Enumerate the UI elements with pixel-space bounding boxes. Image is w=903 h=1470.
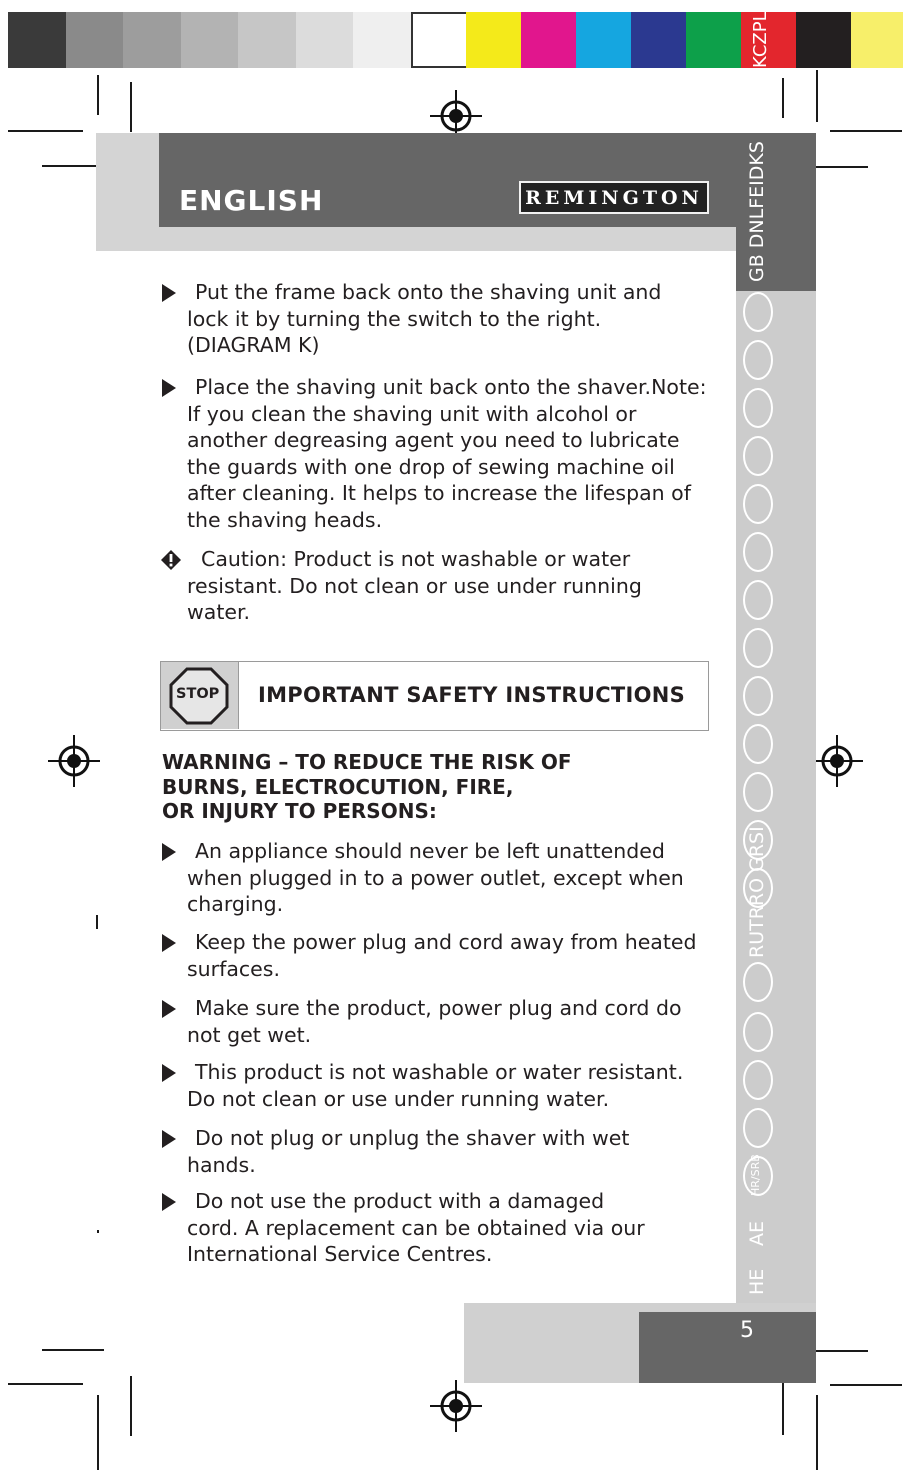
safety-line: International Service Centres. <box>187 1242 493 1266</box>
safety-item-5 <box>160 1125 708 1178</box>
language-code-hr-srb: HR/SRB <box>749 1154 762 1196</box>
safety-item-4 <box>160 1059 708 1112</box>
safety-item-2 <box>160 929 708 982</box>
bullet-arrow-icon <box>162 1193 176 1211</box>
safety-line: cord. A replacement can be obtained via our <box>187 1215 645 1240</box>
stop-sign-label: STOP <box>176 686 220 702</box>
safety-line: Make sure the product, power plug and cord do <box>195 996 682 1020</box>
safety-line: Do not use the product with a damaged <box>195 1189 605 1213</box>
bullet-arrow-icon <box>162 379 176 397</box>
color-swatch <box>238 12 296 68</box>
bullet-arrow-icon <box>162 843 176 861</box>
language-circle-icon <box>743 580 773 620</box>
caution-note <box>160 546 708 626</box>
color-swatch <box>576 12 631 68</box>
safety-item-1 <box>160 838 708 918</box>
registration-mark-icon <box>811 735 863 787</box>
bullet-arrow-icon <box>162 1064 176 1082</box>
language-circle-icon <box>743 1012 773 1052</box>
bullet-arrow-icon <box>162 284 176 302</box>
color-swatch <box>181 12 239 68</box>
safety-title: IMPORTANT SAFETY INSTRUCTIONS <box>258 683 686 707</box>
language-circle-icon <box>743 484 773 524</box>
safety-line: charging. <box>187 892 284 916</box>
safety-instructions-header <box>160 661 709 731</box>
safety-line: Do not clean or use under running water. <box>187 1086 610 1111</box>
color-swatch <box>631 12 686 68</box>
language-circle-icon <box>743 292 773 332</box>
registration-mark-icon <box>48 735 100 787</box>
language-circle-icon <box>743 388 773 428</box>
bullet-arrow-icon <box>162 934 176 952</box>
safety-line: This product is not washable or water resistant. <box>195 1060 684 1084</box>
warning-line: OR INJURY TO PERSONS: <box>162 799 437 823</box>
language-codes-top: GB DNLFEIDKS <box>746 141 768 282</box>
brand-name: REMINGTON <box>525 186 703 209</box>
color-swatch <box>411 12 469 68</box>
brand-logo <box>519 181 709 214</box>
language-circle-icon <box>743 532 773 572</box>
step-line: the shaving heads. <box>187 507 383 532</box>
safety-line: surfaces. <box>187 956 280 981</box>
safety-line: Keep the power plug and cord away from heated <box>195 930 697 954</box>
language-circle-icon <box>743 1060 773 1100</box>
language-circle-icon <box>743 962 773 1002</box>
language-circle-icon <box>743 628 773 668</box>
color-swatch <box>521 12 576 68</box>
bullet-arrow-icon <box>162 1000 176 1018</box>
stop-cell <box>161 662 239 729</box>
warning-heading <box>162 750 682 824</box>
language-circle-icon <box>743 676 773 716</box>
caution-line: water. <box>187 600 251 624</box>
language-circle-icon <box>743 340 773 380</box>
language-title: ENGLISH <box>179 184 324 217</box>
safety-item-6 <box>160 1188 708 1268</box>
safety-line: hands. <box>187 1152 256 1177</box>
language-circle-icon <box>743 436 773 476</box>
language-circle-icon <box>743 1108 773 1148</box>
step-line: lock it by turning the switch to the right. <box>187 306 602 331</box>
warning-line: BURNS, ELECTROCUTION, FIRE, <box>162 774 514 799</box>
caution-line: Caution: Product is not washable or water <box>201 547 631 571</box>
color-bar-code: KCZPL <box>750 11 771 68</box>
language-circle-icon <box>743 724 773 764</box>
caution-icon <box>160 549 182 571</box>
step-line: another degreasing agent you need to lubricate <box>187 428 680 452</box>
page-number: 5 <box>740 1318 754 1343</box>
safety-line: Do not plug or unplug the shaver with wet <box>195 1126 630 1150</box>
safety-line: An appliance should never be left unattended <box>195 839 665 863</box>
bullet-arrow-icon <box>162 1130 176 1148</box>
caution-line: resistant. Do not clean or use under running <box>187 573 642 598</box>
language-codes-middle: RUTRRO GRSI <box>746 826 768 958</box>
color-swatch <box>296 12 354 68</box>
step-line: Place the shaving unit back onto the shaver.Note: <box>195 375 707 399</box>
color-swatch <box>8 12 66 68</box>
warning-line: WARNING – TO REDUCE THE RISK OF <box>162 750 572 774</box>
step-line: (DIAGRAM K) <box>187 333 320 357</box>
color-swatch <box>466 12 521 68</box>
safety-line: not get wet. <box>187 1022 312 1047</box>
footer-page-tab <box>639 1312 816 1383</box>
color-swatch <box>353 12 411 68</box>
safety-item-3 <box>160 995 708 1048</box>
color-swatch <box>851 12 903 68</box>
cleaning-step-2 <box>160 374 708 533</box>
step-line: the guards with one drop of sewing machine oil <box>187 454 675 479</box>
color-swatch <box>686 12 741 68</box>
color-swatch <box>796 12 851 68</box>
language-circle-icon <box>743 772 773 812</box>
step-line: after cleaning. It helps to increase the lifespan of <box>187 481 691 505</box>
cleaning-step-1 <box>160 279 708 359</box>
registration-mark-icon <box>430 1380 482 1432</box>
color-swatch <box>66 12 124 68</box>
step-line: Put the frame back onto the shaving unit and <box>195 280 662 304</box>
color-swatch <box>123 12 181 68</box>
language-code-he: HE <box>746 1268 768 1295</box>
language-code-ae: AE <box>746 1220 768 1246</box>
step-line: If you clean the shaving unit with alcohol or <box>187 401 637 426</box>
safety-line: when plugged in to a power outlet, except when <box>187 865 684 890</box>
